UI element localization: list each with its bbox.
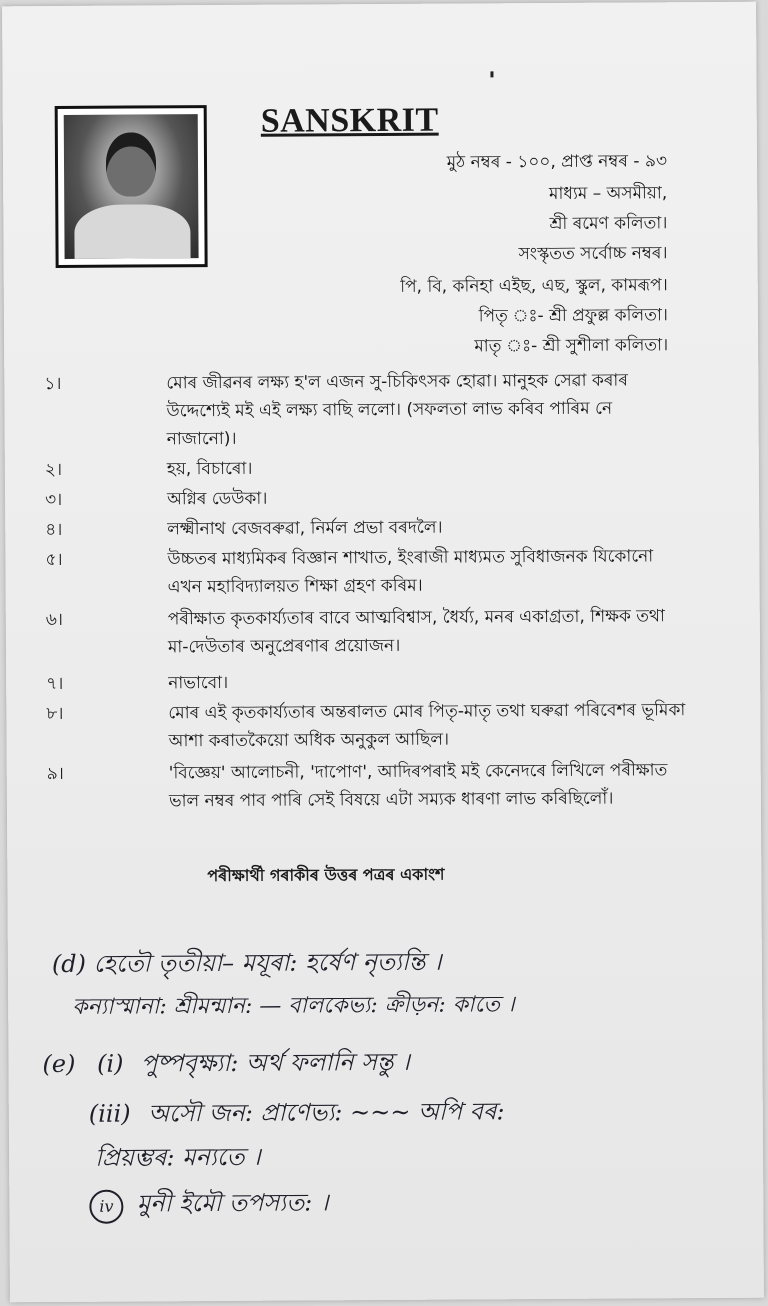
page-title: SANSKRIT [260,101,439,140]
item-number: ১। [44,373,62,395]
handwritten-text: অসৌ জন: প্ৰাণেভ্য: ~~~ অপি বৰ: [148,1097,505,1128]
sub-label: iv [89,1190,123,1224]
portrait-head [106,132,156,196]
item-number: ৩। [45,489,63,511]
handwritten-line [89,1184,328,1225]
handwritten-line: (d) হেতৌ তৃতীয়া– মযূৰা: হৰ্ষেণ নৃত্যন্তি । [51,947,442,979]
ink-mark [490,71,493,77]
list-item [46,756,687,812]
list-item [46,696,686,752]
list-item [45,482,685,511]
portrait-shirt [74,204,190,259]
student-name: শ্ৰী ৰমেণ কলিতা। [549,213,668,234]
item-text: লক্ষ্মীনাথ বেজবৰুৱা, নিৰ্মল প্ৰভা বৰদলৈ। [167,517,443,540]
magazine-page [2,2,764,1303]
handwritten-text: মুনী ইমৌ তপস্যত: । [136,1188,329,1218]
handwritten-line: প্ৰিয়ম্ভৰ: মন্যতে । [94,1142,261,1172]
handwritten-line [42,1044,409,1086]
list-item [45,602,686,658]
list-item [46,666,686,695]
item-number: ৭। [46,673,64,695]
item-number: ৬। [45,609,63,631]
item-text: পৰীক্ষাত কৃতকাৰ্য্যতাৰ বাবে আত্মবিশ্বাস, ধৈৰ্য্য, মনৰ একাগ্ৰতা, শিক্ষক তথা মা-দেউতাৰ অনুপ্ৰেৰণাৰ প্ৰয়োজন। [167,606,666,658]
item-text: 'বিজ্ঞেয়' আলোচনী, 'দাপোণ', আদিৰপৰাই মই কেনেদৰে লিখিলে পৰীক্ষাত ভাল নম্বৰ পাব পাৰি সেই বিষয়ে এটা সম্যক ধাৰণা লাভ কৰিছিলোঁ। [168,760,668,812]
list-item [44,452,685,481]
item-text: হয়, বিচাৰো। [166,458,253,480]
school-line: পি, বি, কনিহা এইছ, এছ, স্কুল, কামৰূপ। [400,275,668,297]
item-number: ৫। [45,549,63,571]
item-text: নাভাবো। [168,672,229,694]
handwritten-line: কন্যাস্মানা: শ্ৰীমন্মান: — বালকেভ্য: ক্ৰীড়ন: কাতে । [72,992,515,1020]
list-item [45,512,685,541]
item-text: মোৰ জীৱনৰ লক্ষ্য হ'ল এজন সু-চিকিৎসক হোৱা। মানুহক সেৱা কৰাৰ উদ্দেশ্যেই মই এই লক্ষ্য বাছি ললো। (সফলতা লাভ কৰিব পাৰিম নে নাজানো)। [166,370,628,450]
list-item [45,542,685,598]
answer-list [44,366,686,812]
father-line: পিতৃ ঃ- শ্ৰী প্ৰফুল্ল কলিতা। [478,305,669,327]
question-label: (e) [42,1049,76,1079]
marks-line: মুঠ নম্বৰ - ১০০, প্ৰাপ্ত নম্বৰ - ৯৩ [446,151,668,173]
item-number: ২। [44,459,63,481]
item-text: উচ্চতৰ মাধ্যমিকৰ বিজ্ঞান শাখাত, ইংৰাজী মাধ্যমত সুবিধাজনক যিকোনো এখন মহাবিদ্যালয়ত শিক্ষা গ্ৰহণ কৰিম। [167,546,654,598]
handwritten-text: পুষ্পবৃক্ষ্যা: অৰ্থ ফলানি সন্তু । [141,1047,410,1078]
item-text: মোৰ এই কৃতকাৰ্য্যতাৰ অন্তৰালত মোৰ পিতৃ-মাতৃ তথা ঘৰুৱা পৰিবেশৰ ভূমিকা আশা কৰাতকৈয়ো অধিক অনুকুল আছিল। [168,700,686,752]
student-photo [55,105,208,268]
item-number: ৪। [45,519,63,541]
list-item [44,366,684,450]
item-number: ৮। [46,703,64,725]
item-text: অগ্নিৰ ডেউকা। [167,488,268,510]
sub-label: (iii) [88,1099,131,1128]
sub-label: (i) [97,1049,124,1078]
handwritten-line [89,1093,505,1136]
mother-line: মাতৃ ঃ- শ্ৰী সুশীলা কলিতা। [474,335,669,357]
portrait-image [64,114,199,259]
achievement-line: সংস্কৃতত সৰ্বোচ্চ নম্বৰ। [518,243,668,265]
answer-sheet-heading: পৰীক্ষাৰ্থী গৰাকীৰ উত্তৰ পত্ৰৰ একাংশ [207,864,445,886]
item-number: ৯। [46,763,64,785]
medium-line: মাধ্যম – অসমীয়া, [548,183,668,204]
